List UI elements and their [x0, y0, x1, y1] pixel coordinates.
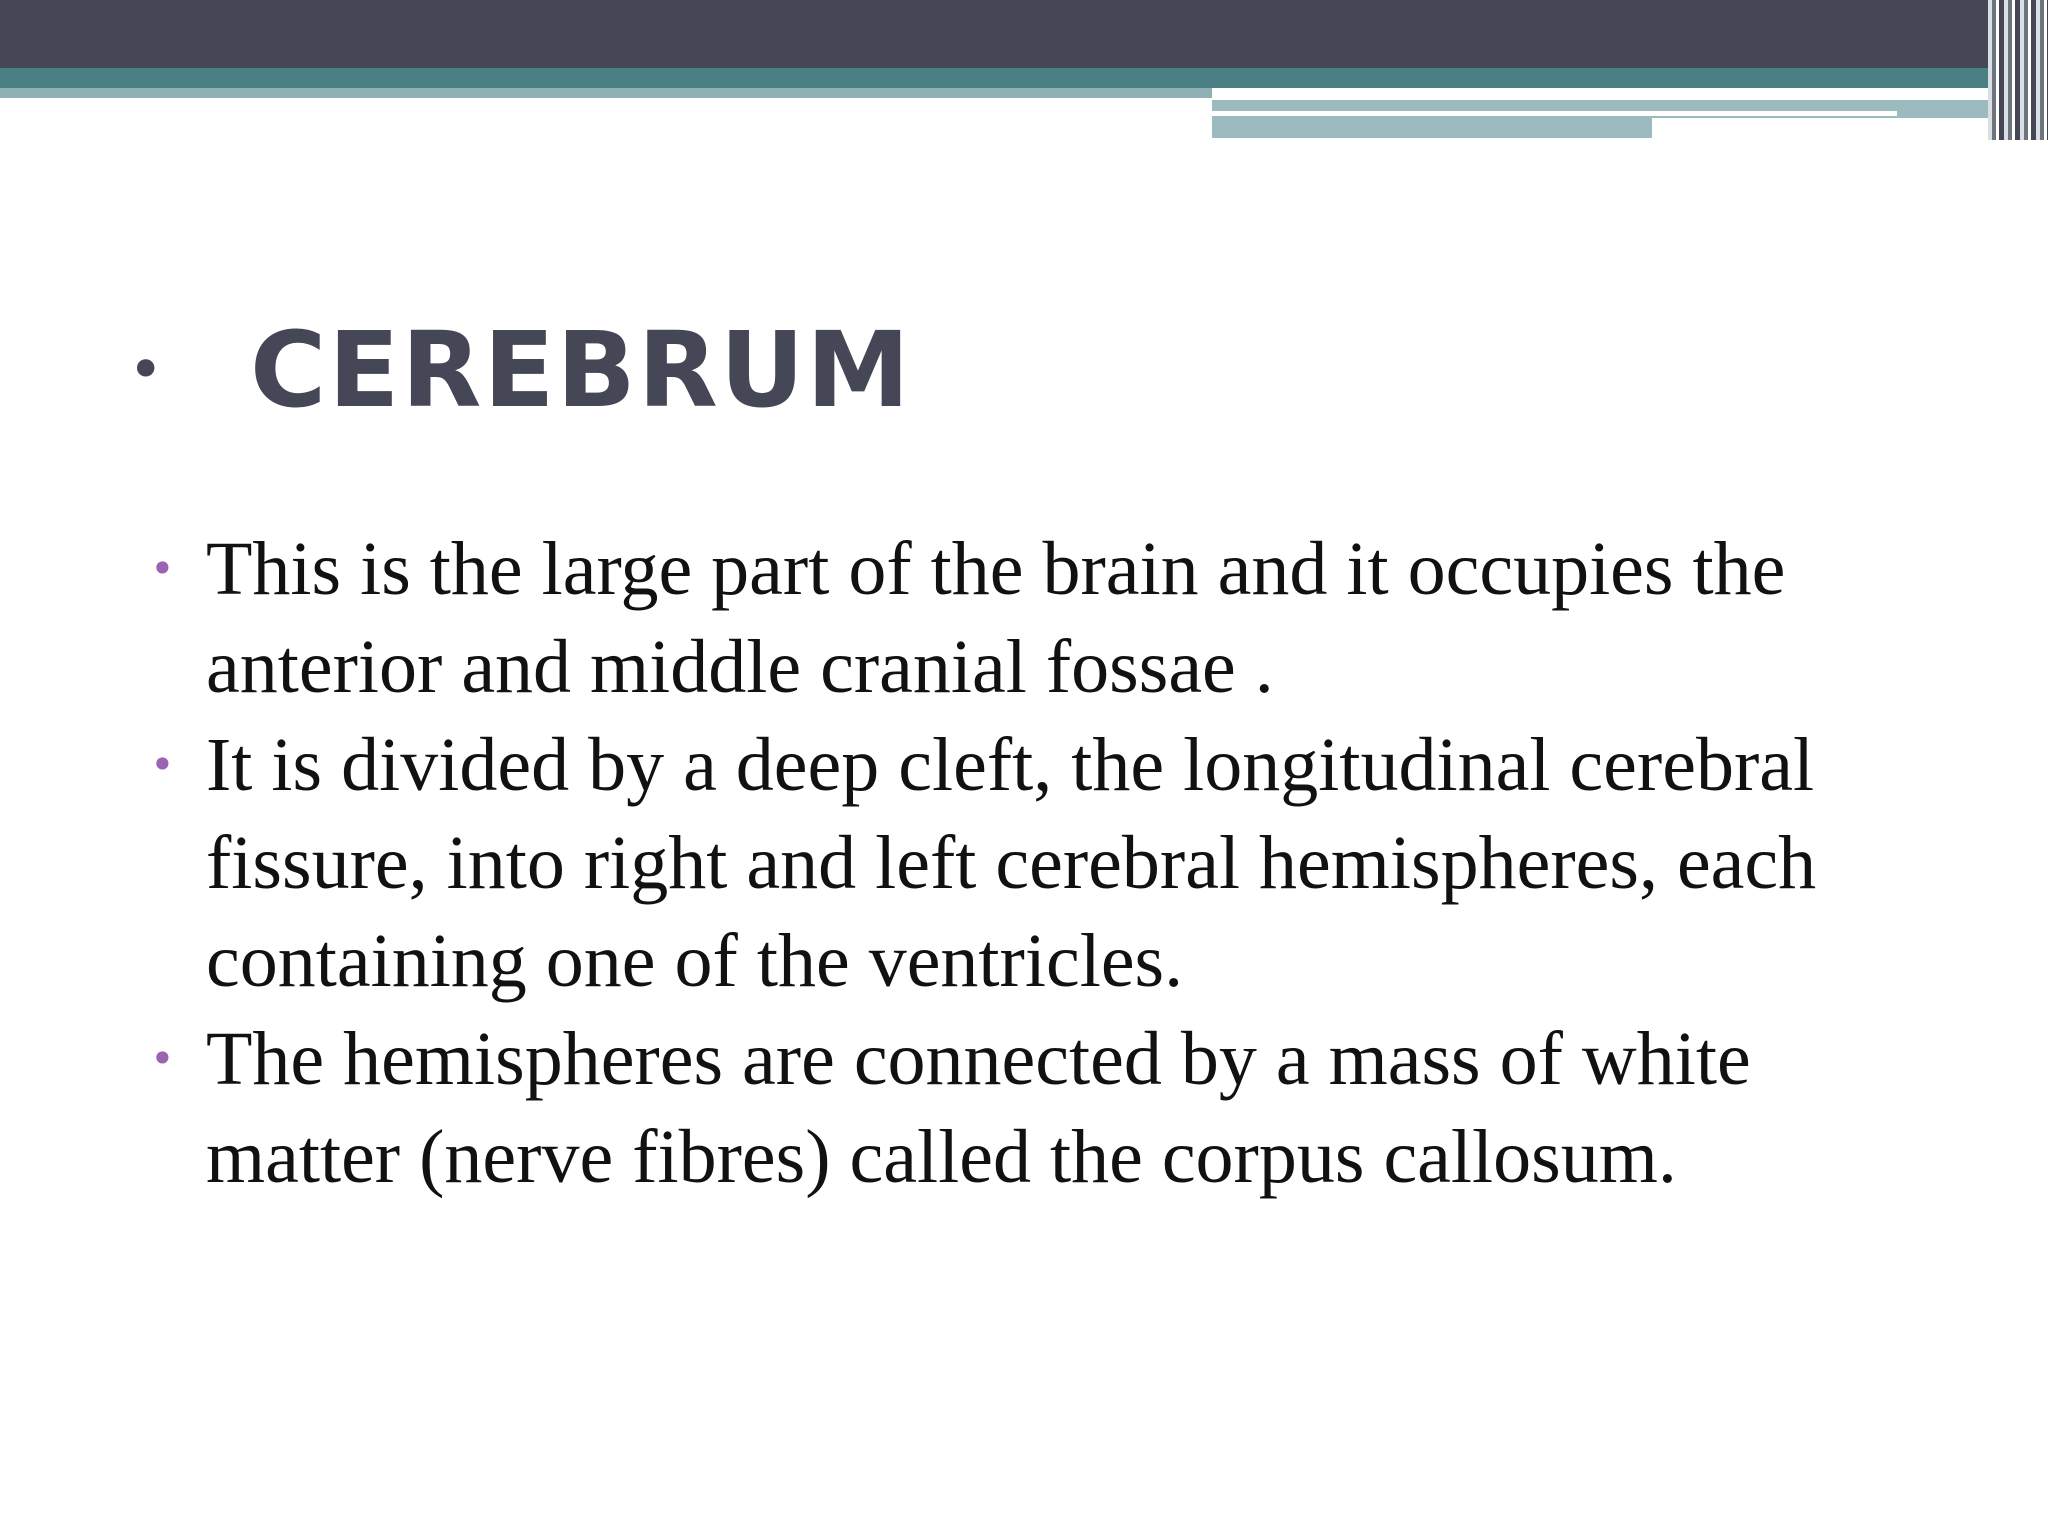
bullet-text: This is the large part of the brain and it occupies the anterior and middle cranial fossae . [206, 527, 1786, 709]
title-bullet: • [128, 335, 164, 405]
bullet-text: The hemispheres are connected by a mass of white matter (nerve fibres) called the corpus callosum. [206, 1017, 1751, 1199]
bullet-item [148, 520, 1938, 716]
bullet-list [148, 520, 1938, 1206]
bullet-dot: • [150, 1034, 175, 1083]
header-light-bar-right-lower [1212, 118, 1652, 138]
bullet-dot: • [150, 544, 175, 593]
bullet-item [148, 716, 1938, 1010]
bullet-dot: • [150, 740, 175, 789]
header-stripes-decoration [1988, 0, 2048, 140]
bullet-item [148, 1010, 1938, 1206]
bullet-text: It is divided by a deep cleft, the longitudinal cerebral fissure, into right and left cerebral hemispheres, each containing one of the ventricles. [206, 723, 1817, 1003]
header-light-bar-left [0, 88, 1212, 98]
header-teal-bar [0, 68, 2048, 88]
slide-title-row [128, 309, 912, 431]
header-white-line [1212, 111, 1897, 116]
slide-title: CEREBRUM [250, 309, 912, 431]
header-dark-bar [0, 0, 2048, 68]
